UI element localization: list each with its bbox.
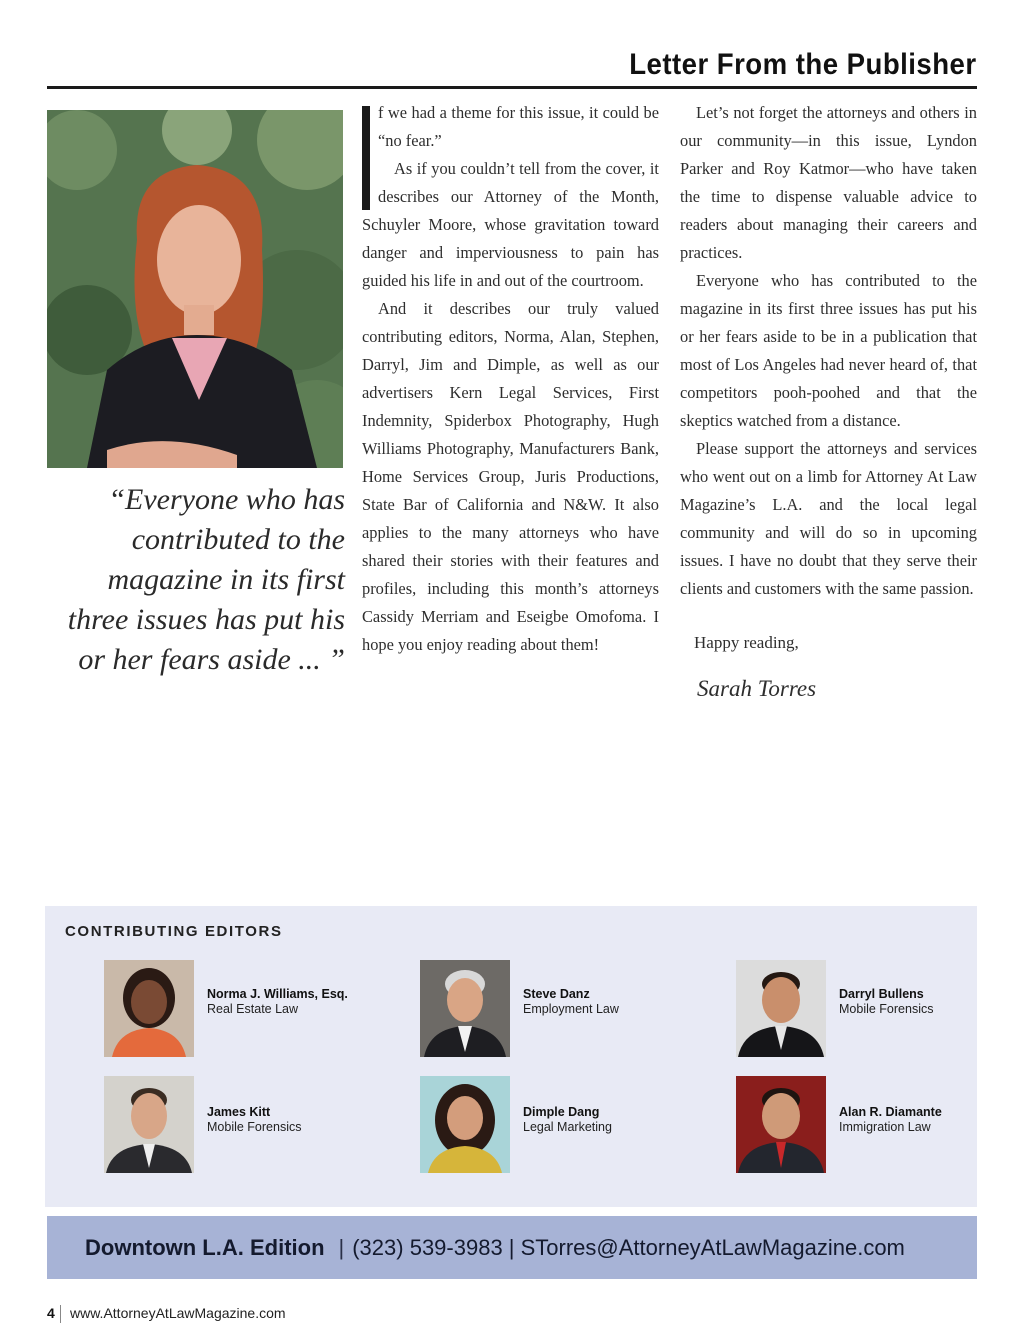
editor-specialty: Employment Law <box>523 1002 619 1016</box>
page-number: 4 <box>47 1305 55 1321</box>
editor-specialty: Mobile Forensics <box>207 1120 302 1134</box>
editor-headshot <box>420 1076 510 1173</box>
publisher-photo <box>47 110 343 468</box>
editor-headshot <box>420 960 510 1057</box>
drop-cap-i <box>362 106 370 210</box>
editor-specialty: Mobile Forensics <box>839 1002 934 1016</box>
editor-name: Darryl Bullens <box>839 987 924 1001</box>
letter-paragraph: f we had a theme for this issue, it could be “no fear.” <box>362 99 659 155</box>
editor-specialty: Immigration Law <box>839 1120 931 1134</box>
footer-divider <box>60 1305 61 1323</box>
editors-heading: CONTRIBUTING EDITORS <box>65 923 283 940</box>
pull-quote: “Everyone who has contributed to the magazine in its first three issues has put his or her fears aside ... ” <box>67 483 345 676</box>
editor-headshot <box>104 1076 194 1173</box>
editor-name: Steve Danz <box>523 987 590 1001</box>
closing-line: Happy reading, <box>694 633 799 652</box>
letter-column-2 <box>680 99 977 703</box>
page-title: Letter From the Publisher <box>629 48 977 81</box>
editor-specialty: Legal Marketing <box>523 1120 612 1134</box>
edition-contact-bar <box>47 1216 977 1279</box>
letter-paragraph: As if you couldn’t tell from the cover, it describes our Attorney of the Month, Schuyler Moore, whose gravitation toward danger and imperviousness to pain has guided his life in and out of the courtroom. <box>362 159 659 290</box>
edition-contact: (323) 539-3983 | STorres@AttorneyAtLawMagazine.com <box>352 1234 905 1260</box>
editor-headshot <box>736 1076 826 1173</box>
editor-card <box>104 960 404 1060</box>
heading-divider <box>47 86 977 89</box>
footer-url: www.AttorneyAtLawMagazine.com <box>70 1305 286 1321</box>
editor-name: Dimple Dang <box>523 1105 600 1119</box>
editor-card <box>104 1076 404 1176</box>
editor-name: Alan R. Diamante <box>839 1105 942 1119</box>
letter-paragraph: And it describes our truly valued contributing editors, Norma, Alan, Stephen, Darryl, Jim and Dimple, as well as our advertisers Kern Legal Services, First Indemnity, Spiderbox Photography, Hugh Williams Photography, Manufacturers Bank, Home Services Group, Juris Productions, State Bar of California and N&W. It also applies to the many attorneys who have shared their stories with their features and profiles, including this month’s attorneys Cassidy Merriam and Eseigbe Omofoma. I hope you enjoy reading about them! <box>362 299 659 654</box>
editor-headshot <box>736 960 826 1057</box>
editor-card <box>420 1076 720 1176</box>
editor-specialty: Real Estate Law <box>207 1002 299 1016</box>
editor-name: Norma J. Williams, Esq. <box>207 987 348 1001</box>
editor-card <box>736 1076 1024 1176</box>
contributing-editors-panel <box>45 906 977 1207</box>
publisher-signature: Sarah Torres <box>697 676 817 701</box>
letter-paragraph: Everyone who has contributed to the magazine in its first three issues has put his or her fears aside to be in a publication that most of Los Angeles had never heard of, that competitors pooh-poohed and that the skeptics watched from a distance. <box>680 271 977 430</box>
letter-column-1 <box>362 99 659 659</box>
edition-separator: | <box>338 1234 345 1260</box>
letter-paragraph: Let’s not forget the attorneys and others in our community—in this issue, Lyndon Parker and Roy Katmor—who have taken the time to dispense valuable advice to readers about managing their careers and practices. <box>680 103 977 262</box>
editor-name: James Kitt <box>207 1105 271 1119</box>
editor-card <box>736 960 1024 1060</box>
editor-headshot <box>104 960 194 1057</box>
letter-paragraph: Please support the attorneys and services who went out on a limb for Attorney At Law Magazine’s L.A. and the local legal community and will do so in upcoming issues. I have no doubt that they serve their clients and customers with the same passion. <box>680 439 977 598</box>
edition-name: Downtown L.A. Edition <box>85 1234 325 1260</box>
editor-card <box>420 960 720 1060</box>
